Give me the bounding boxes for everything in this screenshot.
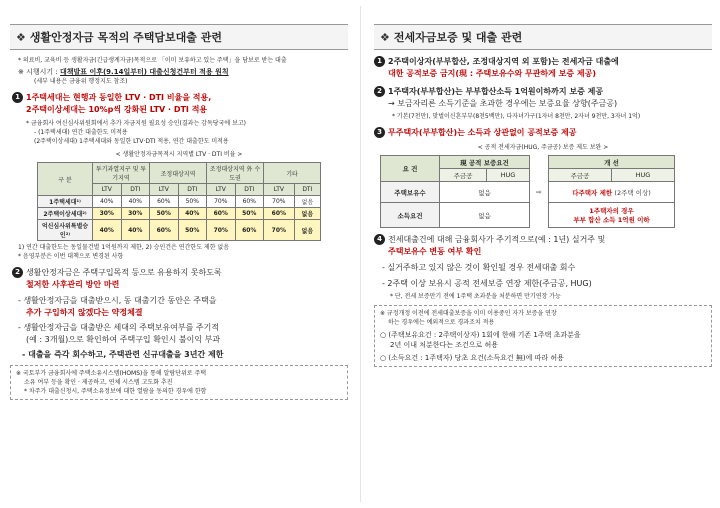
- table-cell: 없음: [294, 208, 320, 220]
- r-row1-now: 없음: [440, 182, 530, 203]
- r2-line-a: [374, 86, 718, 98]
- r-row1-label: 주택보유수: [381, 182, 440, 203]
- table-note-a: 1) 연간 대출한도는 동일물건별 1억원까지 제한, 2) 승인건은 연간한도 제한 없음: [18, 244, 229, 251]
- r-row1-new: [549, 182, 675, 203]
- item2-dash1-text: 생활안정자금을 대출받으시, 동 대출기간 동안은 주택을: [23, 296, 217, 305]
- r4-text-a: 전세대출건에 대해 금융회사가 주기적으로(예 : 1년) 실거주 및: [388, 235, 606, 244]
- r-table-head-req: 요 건: [381, 156, 440, 182]
- r4-line-b: 주택보유수 변동 여부 확인: [388, 247, 482, 256]
- numbered-circle-icon: 2: [374, 86, 385, 97]
- jeonse-guarantee-table: [380, 155, 675, 228]
- right-box-line-d: 2년 이내 처분한다는 조건으로 허용: [390, 341, 499, 349]
- left-intro: * 의료비, 교육비 등 생활자금(긴급생계자금)목적으로 「이미 보유하고 있는 주택」을 담보로 받는 대출: [18, 57, 287, 64]
- right-title-text: 전세자금보증 및 대출 관련: [393, 31, 523, 44]
- left-box-line-c: * 차주가 대출신청시, 주택소유정보에 대한 열람을 동의한 경우에 한함: [24, 388, 207, 395]
- item2-line-a: [12, 267, 354, 279]
- r-row2-new-a: 1주택자의 경우: [589, 207, 634, 215]
- r2-text-a: 1주택자(부부합산)는 부부합산소득 1억원이하까지 보증 제공: [388, 87, 604, 96]
- table-header-speculation: 투기과열지구 및 투기지역: [93, 163, 150, 184]
- right-column: [368, 0, 718, 508]
- table-cell: 40%: [93, 196, 122, 208]
- right-note-box: [374, 305, 712, 367]
- r-table-sub: 주금공: [549, 169, 612, 182]
- r-row1-new-note: (2주택 이상): [614, 188, 651, 197]
- item2-dash1-a: - 생활안정자금을 대출받으시, 동 대출기간 동안은 주택을: [18, 296, 217, 305]
- table-cell: 40%: [121, 196, 150, 208]
- table-row: [381, 182, 675, 203]
- r-table-sub: HUG: [487, 169, 530, 182]
- r-table-head-new: 개 선: [549, 156, 675, 169]
- r4-note: * 단, 전세 보증만기 전에 1주택 초과분을 처분하면 만기연장 가능: [390, 293, 561, 300]
- r2-note: * 기본(7천만), 맞벌이신혼부부(8천5백만), 다자녀가구(1자녀 8천만, 2자녀 9천만, 3자녀 1억): [392, 113, 641, 120]
- table-row: [38, 208, 321, 220]
- table-cell: 60%: [150, 196, 179, 208]
- r-row2-new: [549, 203, 675, 228]
- r3-text: 무주택자(부부합산)는 소득과 상관없이 공적보증 제공: [388, 128, 577, 137]
- table-cell: 40%: [178, 208, 207, 220]
- r1-line-b: 대한 공적보증 금지(現 : 주택보유수와 무관하게 보증 제공): [388, 69, 597, 78]
- table-subheader: DTI: [178, 184, 207, 196]
- table-cell: 50%: [178, 220, 207, 241]
- effective-label: ※ 시행시기 :: [18, 68, 58, 76]
- table-row-label: 억신심사위특별승인²⁾: [38, 220, 93, 241]
- table-row: [381, 203, 675, 228]
- right-box-line-a: ※ 규정개정 이전에 전세대출보증을 이미 이용중인 자가 보증을 연장: [380, 310, 557, 317]
- diamond-bullet-icon: ❖: [380, 31, 390, 44]
- item1-text-a: 1주택세대는 현행과 동일한 LTV · DTI 비율을 적용,: [26, 93, 212, 102]
- left-column: [4, 0, 354, 508]
- effective-text: 대책발표 이후(9.14일부터) 대출신청건부터 적용 원칙: [59, 68, 229, 76]
- table-cell: 60%: [207, 208, 236, 220]
- arrow-right-icon: ⇨: [536, 187, 542, 196]
- item1-note-b: - (1주택세대) 연간 대출한도 미적용: [34, 129, 128, 136]
- item1-note-c: (2주택이상세대) 1주택세대와 동일한 LTV·DTI 적용, 연간 대출한도 미적용: [34, 138, 229, 145]
- table-cell: 70%: [264, 196, 295, 208]
- item2-dash2-a: - 생활안정자금을 대출받은 세대의 주택보유여부를 주기적: [18, 323, 220, 332]
- table-cell: 40%: [93, 220, 122, 241]
- diamond-bullet-icon: ❖: [16, 31, 26, 44]
- item1-line-b: 2주택이상세대는 10%p씩 강화된 LTV · DTI 적용: [26, 105, 208, 114]
- r4-line-a: [374, 234, 718, 246]
- r-table-sub: 주금공: [440, 169, 487, 182]
- effective-date: [18, 67, 354, 77]
- table-row: [38, 196, 321, 208]
- r-row2-new-b: 부부 합산 소득 1억원 이하: [573, 216, 650, 224]
- table-cell: 70%: [264, 220, 295, 241]
- table-cell: 40%: [121, 220, 150, 241]
- r4-dash1: - 실거주하고 있지 않은 것이 확인될 경우 전세대출 회수: [382, 263, 576, 272]
- table-header-metro: 조정대상지역 外 수도권: [207, 163, 264, 184]
- table-cell: 없음: [294, 196, 320, 208]
- table-subheader: DTI: [235, 184, 264, 196]
- r-table-head-now: 現 공적 보증요건: [440, 156, 530, 169]
- r2-line-b: → 보금자리론 소득기준을 초과한 경우에는 보증요율 상향(주금공): [388, 99, 618, 108]
- r3-line: [374, 127, 718, 139]
- table-subheader: LTV: [93, 184, 122, 196]
- numbered-circle-icon: 2: [12, 267, 23, 278]
- item2-text-a: 생활안정자금은 주택구입목적 등으로 유용하지 못하도록: [26, 268, 222, 277]
- table-cell: 60%: [150, 220, 179, 241]
- table-cell: 없음: [294, 220, 320, 241]
- numbered-circle-icon: 1: [12, 92, 23, 103]
- left-note-box: [10, 365, 348, 400]
- item2-dash1-b: 추가 구입하지 않겠다는 약정체결: [26, 308, 143, 317]
- right-section-title: [374, 24, 712, 50]
- r-row1-new-text: 다주택자 제한: [572, 188, 613, 197]
- left-section-title: [10, 24, 348, 50]
- table-row: [38, 220, 321, 241]
- right-box-line-e: ○ (소득요건 : 1주택자) 당초 요건(소득요건 無)에 따라 허용: [380, 354, 564, 362]
- left-box-line-a: ※ 국토부가 금융회사에 주택소유시스템(HOMS)을 통해 알람단위로 주택: [16, 370, 207, 377]
- left-box-line-b: 소유 여부 등을 확인 · 제공하고, 연체 시스템 고도화 추진: [24, 379, 173, 386]
- table-cell: 50%: [178, 196, 207, 208]
- numbered-circle-icon: 4: [374, 234, 385, 245]
- table-cell: 30%: [93, 208, 122, 220]
- table-cell: 50%: [150, 208, 179, 220]
- table-row-label: 2주택이상세대²⁾: [38, 208, 93, 220]
- item1-note-a: * 금융회사 여신심사위원회에서 추가 자금지원 필요성 승인(결과는 감독당국에 보고): [26, 120, 247, 127]
- r-row2-label: 소득요건: [381, 203, 440, 228]
- table-row-label: 1주택세대¹⁾: [38, 196, 93, 208]
- table-header-type: 구 분: [38, 163, 93, 196]
- table-header-adjusted: 조정대상지역: [150, 163, 207, 184]
- table-subheader: LTV: [264, 184, 295, 196]
- r-table-caption: < 공적 전세자금(HUG, 주금공) 보증 제도 보완 >: [477, 144, 609, 151]
- table-header-other: 기타: [264, 163, 321, 184]
- table-cell: 60%: [235, 196, 264, 208]
- table-cell: 50%: [235, 208, 264, 220]
- numbered-circle-icon: 1: [374, 56, 385, 67]
- table-subheader: LTV: [207, 184, 236, 196]
- item2-dash3: - 대출을 즉각 회수하고, 주택관련 신규대출을 3년간 제한: [22, 350, 224, 359]
- table-cell: 60%: [264, 208, 295, 220]
- column-divider: [360, 6, 361, 502]
- table-note-b: * 음영부분은 이번 대책으로 변경된 사항: [18, 253, 124, 260]
- right-box-line-c: ○ (주택보유요건 : 2주택이상자) 1회에 한해 기존 1주택 초과분을: [380, 331, 581, 339]
- ltv-table-caption: < 생활안정자금목적시 지역별 LTV · DTI 비율 >: [115, 151, 243, 158]
- table-cell: 60%: [235, 220, 264, 241]
- table-cell: 70%: [207, 196, 236, 208]
- numbered-circle-icon: 3: [374, 127, 385, 138]
- table-subheader: DTI: [294, 184, 320, 196]
- r1-text-a: 2주택이상자(부부합산, 조정대상지역 외 포함)는 전세자금 대출에: [388, 57, 619, 66]
- table-cell: 30%: [121, 208, 150, 220]
- r-table-sub: HUG: [612, 169, 675, 182]
- r1-line-a: [374, 56, 718, 68]
- table-cell: 70%: [207, 220, 236, 241]
- left-title-text: 생활안정자금 목적의 주택담보대출 관련: [29, 31, 223, 44]
- ltv-dti-table: [37, 162, 321, 241]
- item2-dash2-b: (예 : 3개월)으로 확인하여 주택구입 확인시 불이익 부과: [26, 335, 221, 344]
- effective-note: (세부 내용은 금융위 행정지도 참조): [34, 78, 128, 85]
- item1-line-a: [12, 92, 354, 104]
- item2-line-b: 철저한 사후관리 방안 마련: [26, 280, 120, 289]
- right-box-line-b: 하는 경우에는 예외적으로 경과조치 적용: [388, 319, 495, 326]
- r4-dash2: - 2주택 이상 보유시 공적 전세보증 연장 제한(주금공, HUG): [382, 279, 592, 288]
- table-subheader: LTV: [150, 184, 179, 196]
- r-row2-now: 없음: [440, 203, 530, 228]
- item2-dash2-text: 생활안정자금을 대출받은 세대의 주택보유여부를 주기적: [23, 323, 220, 332]
- table-subheader: DTI: [121, 184, 150, 196]
